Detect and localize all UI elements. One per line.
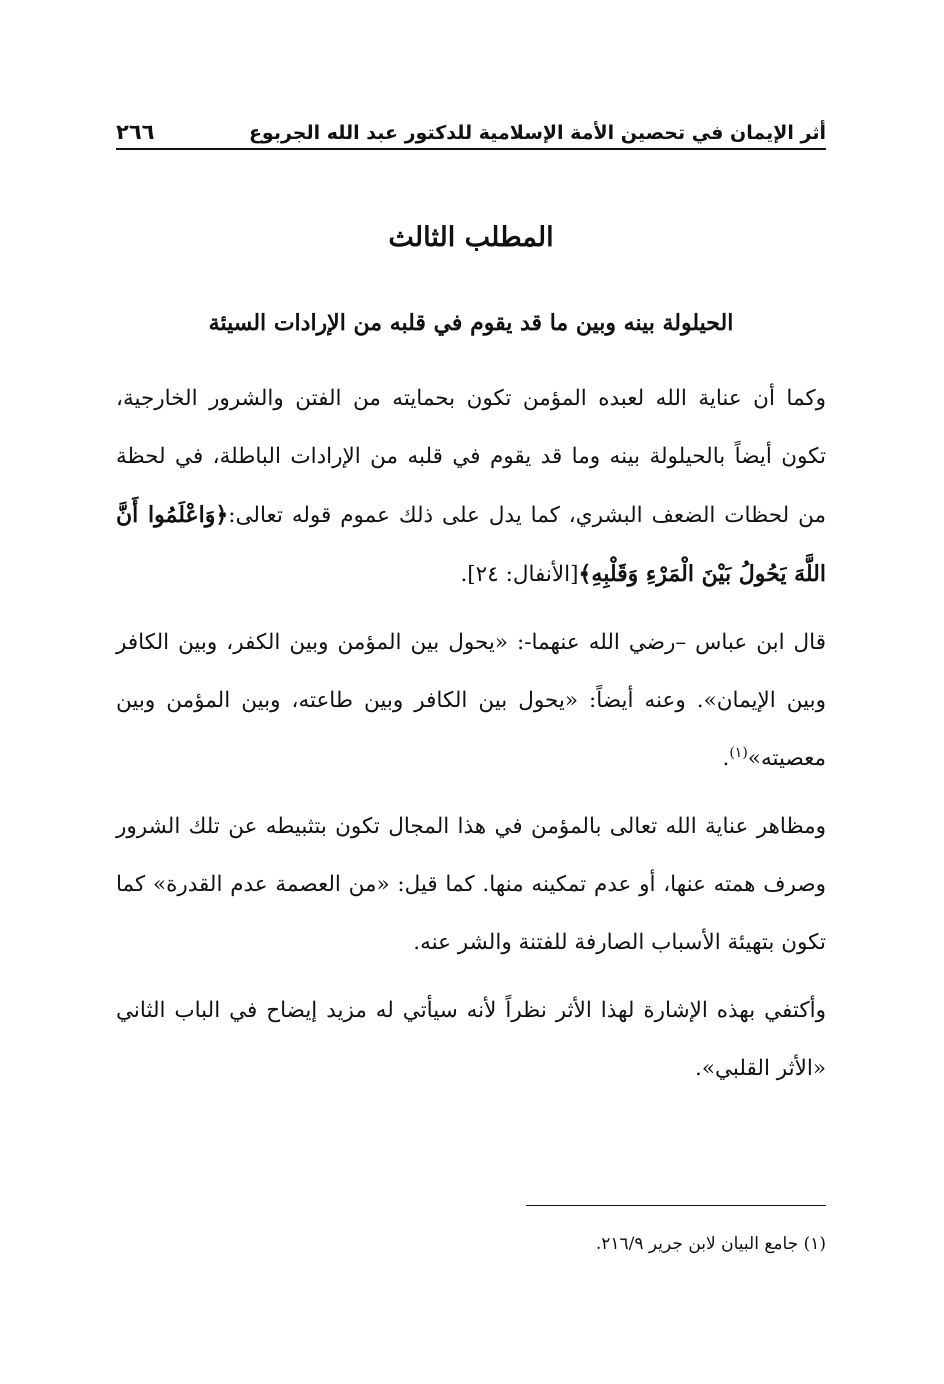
paragraph-4 <box>116 982 826 1098</box>
quran-verse: ﴿وَاعْلَمُوا أَنَّ اللَّهَ يَحُولُ بَيْنَ الْمَرْءِ وَقَلْبِهِ﴾ <box>116 502 826 587</box>
running-header <box>116 104 826 150</box>
page-number: ٢٦٦ <box>116 120 155 144</box>
footnote: (١) جامع البيان لابن جرير ٢١٦/٩. <box>595 1234 826 1254</box>
paragraph-4-text: وأكتفي بهذه الإشارة لهذا الأثر نظراً لأنه سيأتي له مزيد إيضاح في الباب الثاني «الأثر القلبي». <box>116 998 826 1081</box>
section-title: المطلب الثالث <box>388 222 554 253</box>
paragraph-1 <box>116 370 826 604</box>
paragraph-3 <box>116 798 826 972</box>
running-title: أثر الإيمان في تحصين الأمة الإسلامية للدكتور عبد الله الجربوع <box>248 122 826 144</box>
paragraph-2 <box>116 614 826 788</box>
footnote-reference[interactable]: (١) <box>729 744 748 761</box>
paragraph-1-text: وكما أن عناية الله لعبده المؤمن تكون بحمايته من الفتن والشرور الخارجية، تكون أيضاً بالحيلولة بينه وما قد يقوم في قلبه من الإرادات الباطلة، في لحظة من لحظات الضعف البشري، كما يدل على ذلك عموم قوله تعالى: <box>116 386 826 528</box>
section-subtitle: الحيلولة بينه وبين ما قد يقوم في قلبه من الإرادات السيئة <box>208 310 734 336</box>
body-text <box>116 370 826 1098</box>
paragraph-2-text: قال ابن عباس –رضي الله عنهما-: «يحول بين المؤمن وبين الكفر، وبين الكافر وبين الإيمان». وعنه أيضاً: «يحول بين الكافر وبين طاعته، وبين المؤمن وبين معصيته» <box>116 630 826 771</box>
paragraph-2-end: . <box>722 746 730 771</box>
footnote-separator <box>526 1205 826 1206</box>
quran-citation: [الأنفال: ٢٤]. <box>460 562 579 587</box>
paragraph-3-text: ومظاهر عناية الله تعالى بالمؤمن في هذا المجال تكون بتثبيطه عن تلك الشرور وصرف همته عنها، أو عدم تمكينه منها. كما قيل: «من العصمة عدم القدرة» كما تكون بتهيئة الأسباب الصارفة للفتنة والشر عنه. <box>116 814 826 955</box>
